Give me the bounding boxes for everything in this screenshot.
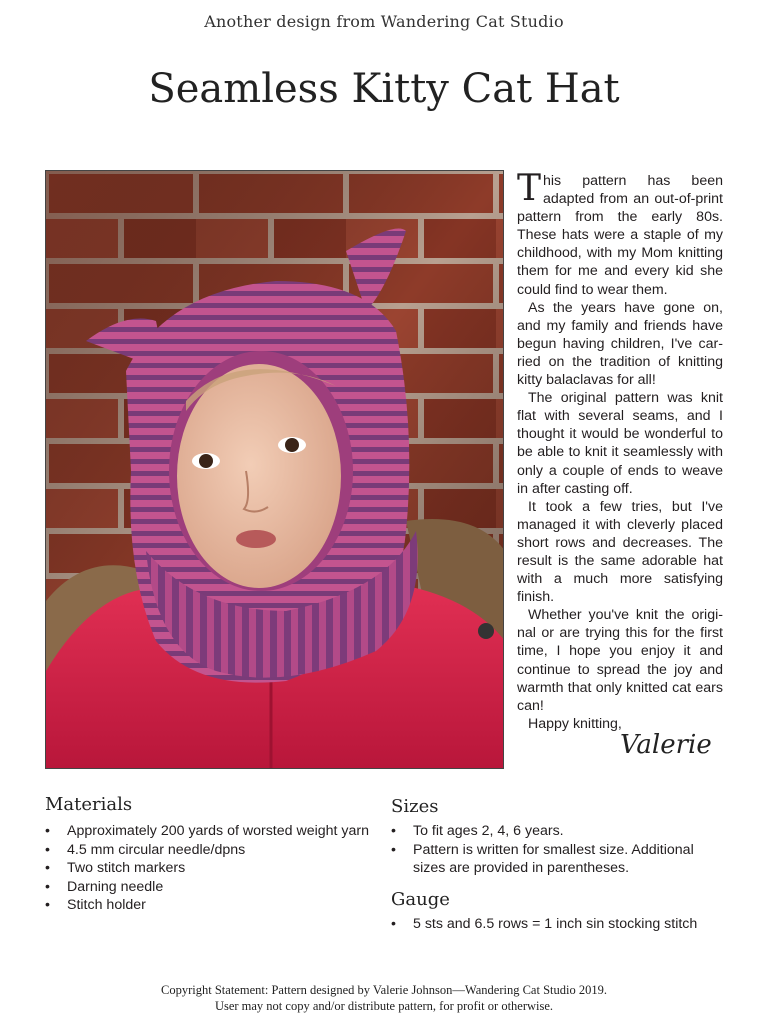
drop-cap: T <box>517 168 542 209</box>
list-item: • Pattern is written for smallest size. Additional sizes are provided in parentheses. <box>391 841 694 877</box>
copyright-statement <box>0 982 768 1014</box>
list-item: • Stitch holder <box>45 897 146 914</box>
intro-paragraph: As the years have gone on, and my family and friends have begun having children, I've carried on the tradition of knitting kitty balaclavas for all! <box>517 299 723 389</box>
signature: Valerie <box>620 730 712 760</box>
closing-line: Happy knitting, <box>528 715 622 732</box>
intro-paragraph: Whether you've knit the original or are trying this for the first time, I hope you enjoy it and continue to spread the joy and warmth that only knitted cat ears can! <box>517 607 723 714</box>
gauge-list <box>391 915 731 934</box>
copyright-line: Copyright Statement: Pattern designed by Valerie Johnson—Wandering Cat Studio 2019. <box>161 983 607 997</box>
sizes-list <box>391 822 711 878</box>
list-item: • Two stitch markers <box>45 860 186 877</box>
list-item: • Approximately 200 yards of worsted weight yarn <box>45 823 370 839</box>
intro-paragraph: The original pattern was knit flat with several seams, and I thought it would be wonderful to be able to knit it seamlessly with only a couple of ends to weave in after casting off. <box>517 390 723 497</box>
header-tagline: Another design from Wandering Cat Studio <box>204 12 564 31</box>
gauge-heading: Gauge <box>391 889 450 910</box>
sizes-heading: Sizes <box>391 796 439 817</box>
intro-paragraph: This pattern has been adapted from an out-of-print pattern from the early 80s. These hats were a staple of my childhood, with my Mom knitting them for me and every kid she could find to wear them. <box>517 168 723 298</box>
materials-list <box>45 822 385 915</box>
list-item: • 5 sts and 6.5 rows = 1 inch sin stocking stitch <box>391 916 698 932</box>
list-item: • To fit ages 2, 4, 6 years. <box>391 823 564 839</box>
copyright-line: User may not copy and/or distribute pattern, for profit or otherwise. <box>214 999 554 1013</box>
page-title: Seamless Kitty Cat Hat <box>148 66 620 112</box>
intro-paragraph: It took a few tries, but I've managed it with cleverly placed short rows and decreases. The result is the same adorable hat with a much more satisfying finish. <box>517 498 723 606</box>
intro-text <box>517 168 723 733</box>
materials-heading: Materials <box>45 794 133 815</box>
hat-photo <box>45 170 504 769</box>
list-item: • Darning needle <box>45 878 164 895</box>
list-item: • 4.5 mm circular needle/dpns <box>45 841 246 858</box>
